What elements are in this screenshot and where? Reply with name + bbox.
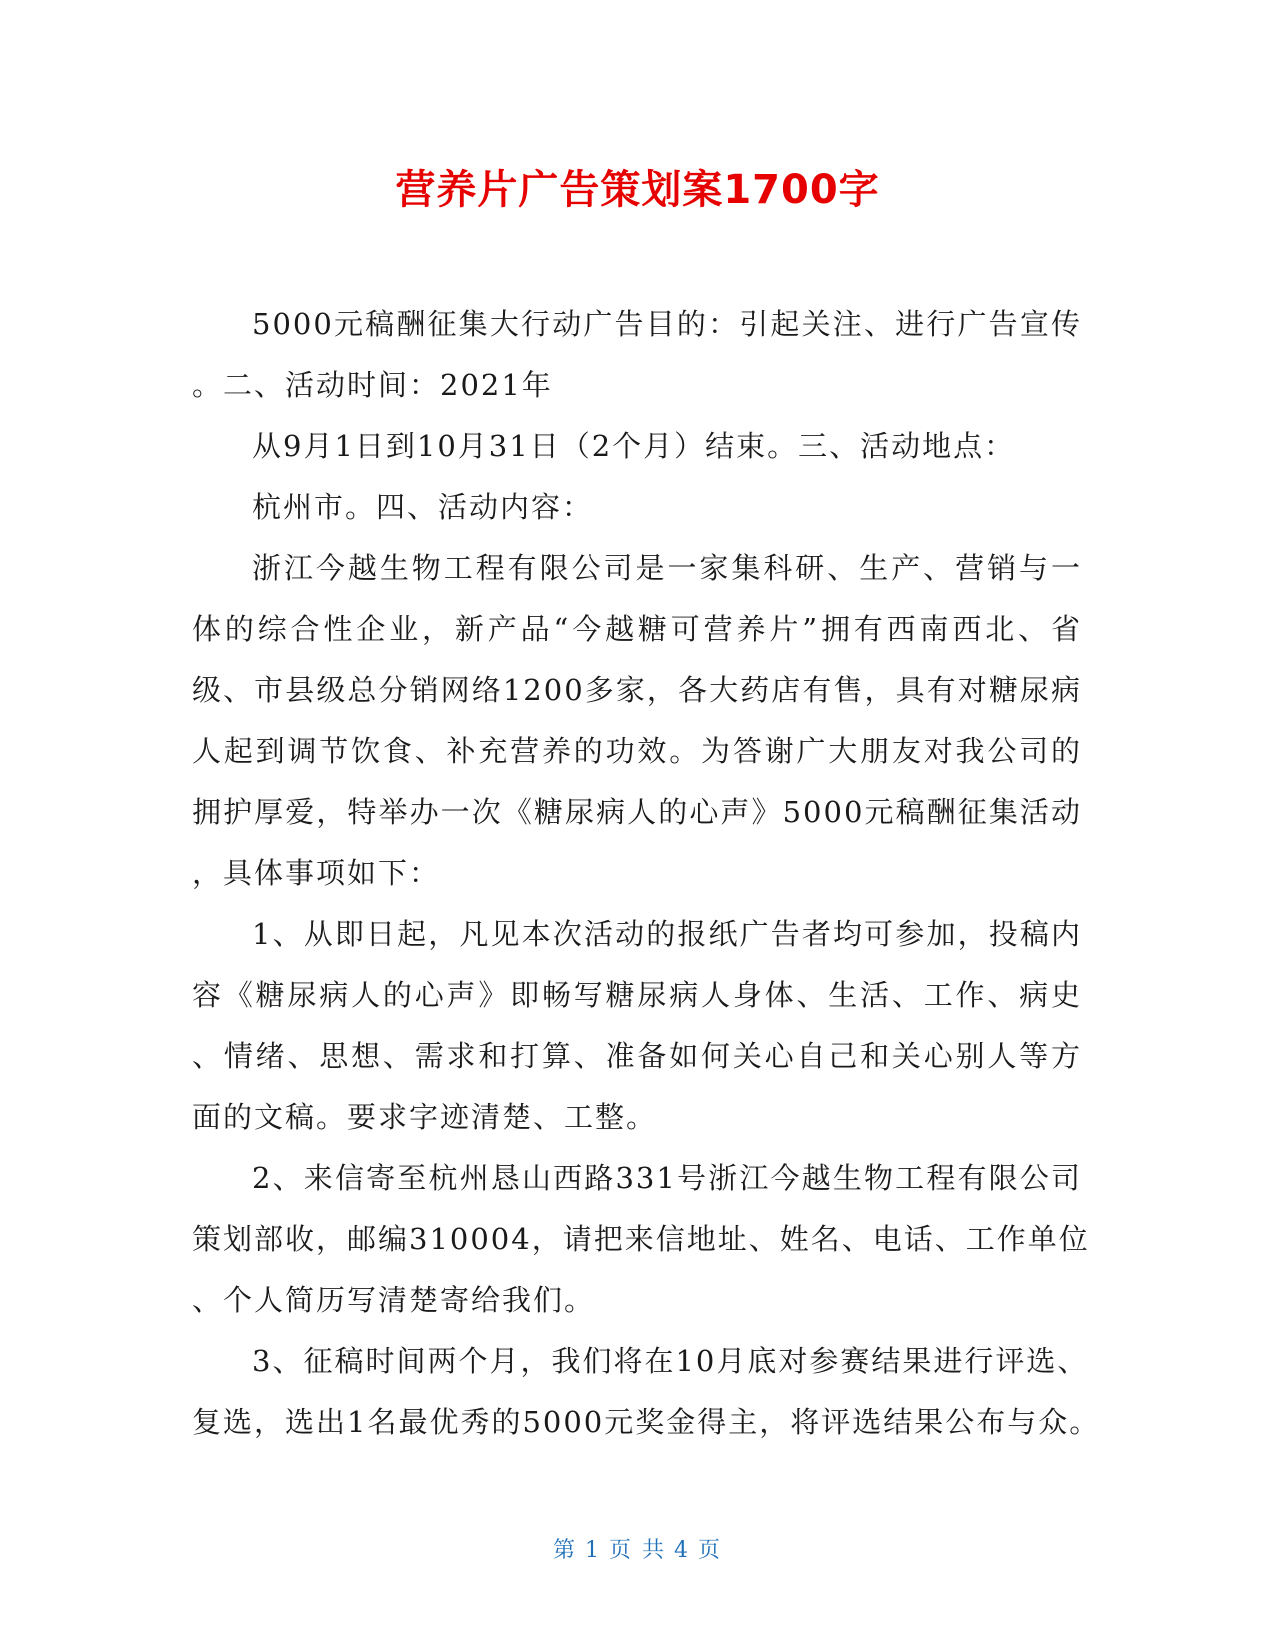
text-line: ，具体事项如下： [192,856,441,890]
footer-current-page: 1 [585,1538,601,1563]
text-line: 策划部收，邮编310004，请把来信地址、姓名、电话、工作单位 [192,1222,1090,1256]
text-line: 拥护厚爱，特举办一次《糖尿病人的心声》5000元稿酬征集活动 [192,795,1082,829]
text-line: 5000元稿酬征集大行动广告目的：引起关注、进行广告宣传 [252,307,1082,341]
text-line: 容《糖尿病人的心声》即畅写糖尿病人身体、生活、工作、病史 [192,978,1082,1012]
text-line: 面的文稿。要求字迹清楚、工整。 [192,1100,658,1134]
footer-prefix: 第 [552,1538,577,1563]
text-line: 浙江今越生物工程有限公司是一家集科研、生产、营销与一 [252,551,1082,585]
footer-suffix: 页 [698,1538,723,1563]
document-body [192,294,1101,1453]
text-line: 从9月1日到10月31日（2个月）结束。三、活动地点： [252,429,1016,463]
text-line: 1、从即日起，凡见本次活动的报纸广告者均可参加，投稿内 [252,917,1082,951]
text-line: 、情绪、思想、需求和打算、准备如何关心自己和关心别人等方 [192,1039,1082,1073]
text-line: 体的综合性企业，新产品“今越糖可营养片”拥有西南西北、省 [192,612,1082,646]
text-line: 。二、活动时间：2021年 [192,368,553,402]
document-title: 营养片广告策划案1700字 [395,167,880,213]
footer-total-pages: 4 [674,1538,690,1563]
text-line: 3、征稿时间两个月，我们将在10月底对参赛结果进行评选、 [252,1344,1089,1378]
text-line: 杭州市。四、活动内容： [252,490,594,524]
text-line: 复选，选出1名最优秀的5000元奖金得主，将评选结果公布与众。 [192,1405,1101,1439]
page-footer [0,1535,1275,1567]
text-line: 级、市县级总分销网络1200多家，各大药店有售，具有对糖尿病 [192,673,1082,707]
text-line: 2、来信寄至杭州恳山西路331号浙江今越生物工程有限公司 [252,1161,1082,1195]
text-line: 人起到调节饮食、补充营养的功效。为答谢广大朋友对我公司的 [192,734,1082,768]
footer-middle: 页 共 [609,1538,666,1563]
text-line: 、个人简历写清楚寄给我们。 [192,1283,596,1317]
